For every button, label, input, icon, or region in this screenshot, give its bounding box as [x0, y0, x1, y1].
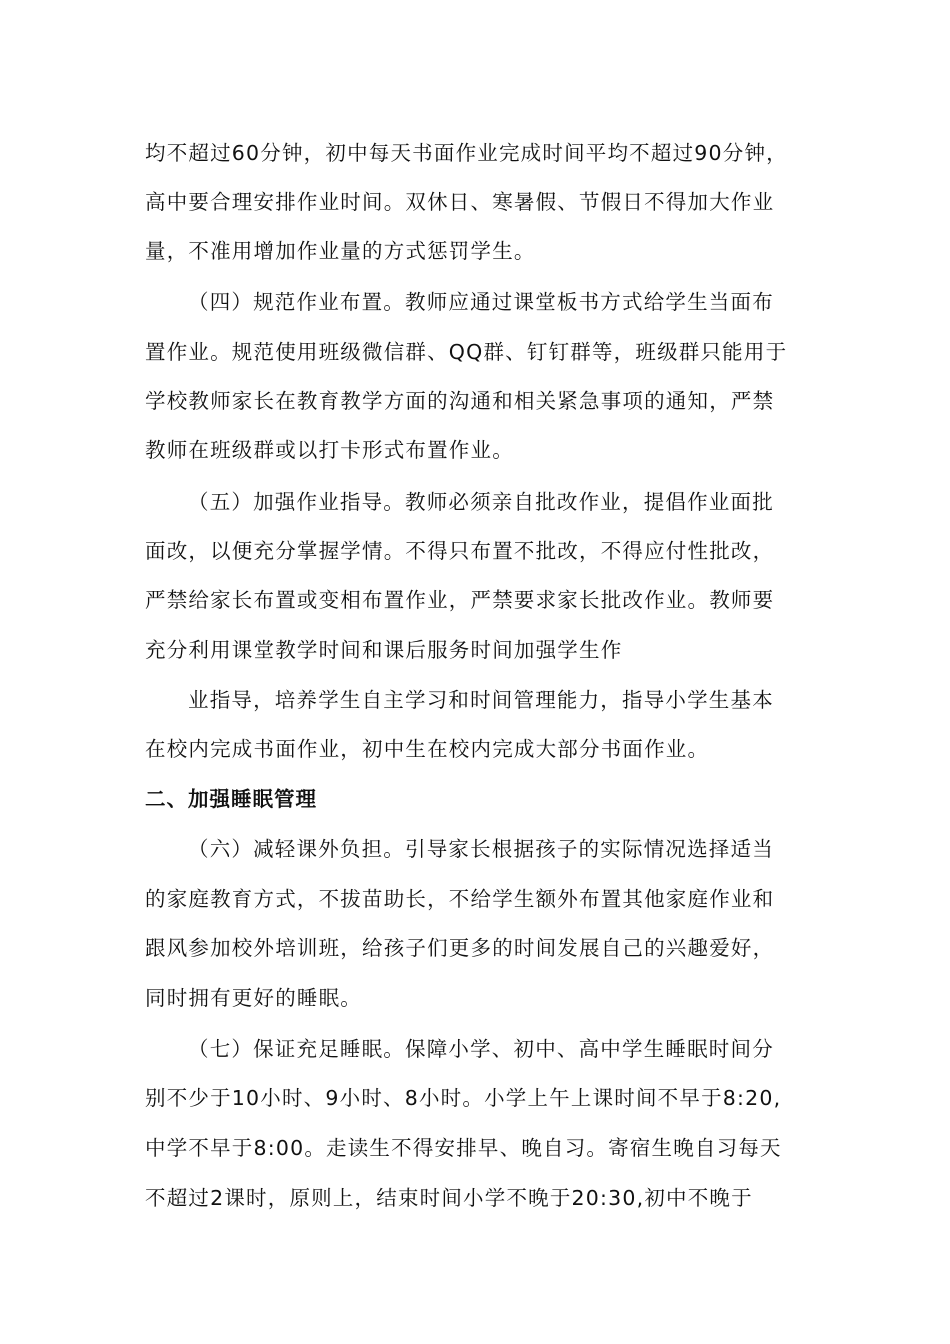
text-line: 高中要合理安排作业时间。双休日、寒暑假、节假日不得加大作业: [145, 190, 775, 214]
text-line: 面改，以便充分掌握学情。不得只布置不批改，不得应付性批改，: [145, 539, 775, 563]
text-line: 充分利用课堂教学时间和课后服务时间加强学生作: [145, 638, 623, 662]
text-line: 跟风参加校外培训班，给孩子们更多的时间发展自己的兴趣爱好，: [145, 936, 775, 960]
text-line: 量，不准用增加作业量的方式惩罚学生。: [145, 239, 536, 263]
paragraph-seven-first-line: （七）保证充足睡眠。保障小学、初中、高中学生睡眠时间分: [188, 1037, 774, 1061]
text-line: 严禁给家长布置或变相布置作业，严禁要求家长批改作业。教师要: [145, 588, 775, 612]
text-line: 别不少于10小时、9小时、8小时。小学上午上课时间不早于8:20,: [145, 1086, 782, 1110]
text-line: 置作业。规范使用班级微信群、QQ群、钉钉群等，班级群只能用于: [145, 340, 788, 364]
paragraph-five-first-line: （五）加强作业指导。教师必须亲自批改作业，提倡作业面批: [188, 490, 774, 514]
text-line: 同时拥有更好的睡眠。: [145, 986, 362, 1010]
text-line: 均不超过60分钟，初中每天书面作业完成时间平均不超过90分钟，: [145, 141, 788, 165]
text-line: 在校内完成书面作业，初中生在校内完成大部分书面作业。: [145, 737, 710, 761]
section-heading: 二、加强睡眠管理: [145, 787, 317, 811]
paragraph-six-first-line: （六）减轻课外负担。引导家长根据孩子的实际情况选择适当: [188, 837, 774, 861]
paragraph-four-first-line: （四）规范作业布置。教师应通过课堂板书方式给学生当面布: [188, 290, 774, 314]
text-line: 的家庭教育方式，不拔苗助长，不给学生额外布置其他家庭作业和: [145, 887, 775, 911]
text-line: 教师在班级群或以打卡形式布置作业。: [145, 438, 514, 462]
text-line: 不超过2课时，原则上，结束时间小学不晚于20:30,初中不晚于: [145, 1186, 753, 1210]
text-line: 业指导，培养学生自主学习和时间管理能力，指导小学生基本: [188, 688, 774, 712]
text-line: 中学不早于8:00。走读生不得安排早、晚自习。寄宿生晚自习每天: [145, 1136, 782, 1160]
text-line: 学校教师家长在教育教学方面的沟通和相关紧急事项的通知，严禁: [145, 389, 775, 413]
